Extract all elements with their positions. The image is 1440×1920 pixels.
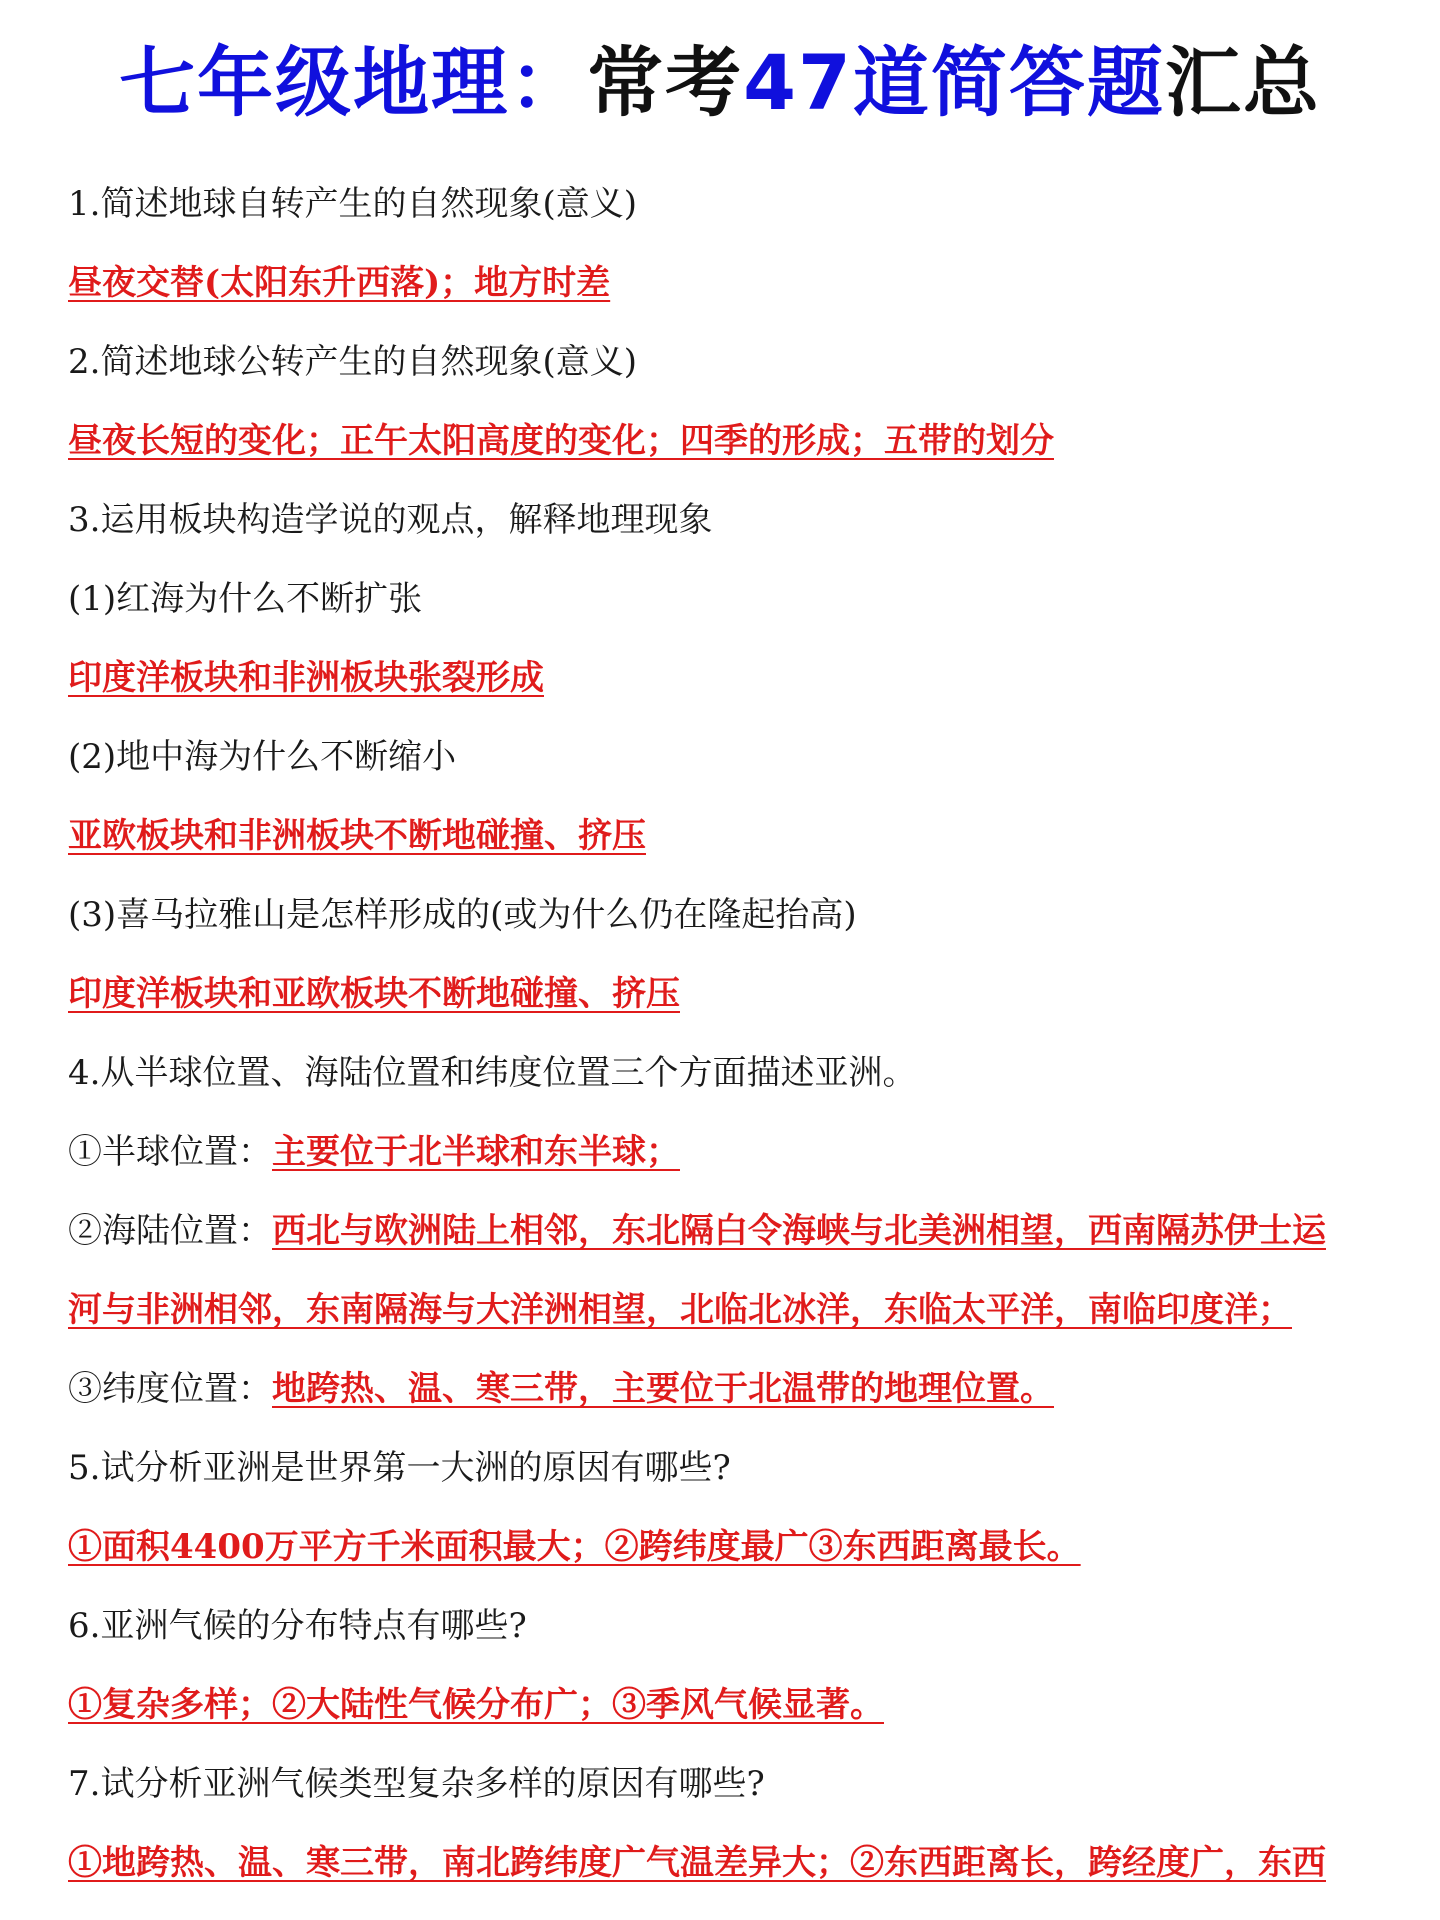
qa-list [68, 178, 1388, 1916]
title-part-count: 47道简答题 [743, 38, 1165, 127]
answer-1: 昼夜交替(太阳东升西落)；地方时差 [68, 263, 611, 303]
question-1: 1.简述地球自转产生的自然现象(意义) [68, 184, 637, 224]
question-3-2: (2)地中海为什么不断缩小 [68, 737, 457, 777]
question-3: 3.运用板块构造学说的观点，解释地理现象 [68, 500, 713, 540]
question-3-1: (1)红海为什么不断扩张 [68, 579, 423, 619]
title-part-grade: 七年级地理： [119, 38, 588, 127]
question-4-1-label: ①半球位置： [68, 1132, 272, 1172]
answer-4-3: 地跨热、温、寒三带，主要位于北温带的地理位置。 [272, 1369, 1054, 1409]
answer-4-1: 主要位于北半球和东半球； [272, 1132, 680, 1172]
answer-3-1: 印度洋板块和非洲板块张裂形成 [68, 658, 544, 698]
question-4-3-label: ③纬度位置： [68, 1369, 272, 1409]
question-3-3: (3)喜马拉雅山是怎样形成的(或为什么仍在隆起抬高) [68, 895, 857, 935]
question-4: 4.从半球位置、海陆位置和纬度位置三个方面描述亚洲。 [68, 1053, 917, 1093]
title-part-summary: 汇总 [1164, 38, 1321, 127]
question-7: 7.试分析亚洲气候类型复杂多样的原因有哪些? [68, 1764, 765, 1804]
title-part-common: 常考 [587, 38, 744, 127]
answer-7: ①地跨热、温、寒三带，南北跨纬度广气温差异大；②东西距离长，跨经度广，东西 [68, 1843, 1326, 1883]
answer-3-2: 亚欧板块和非洲板块不断地碰撞、挤压 [68, 816, 646, 856]
question-6: 6.亚洲气候的分布特点有哪些? [68, 1606, 527, 1646]
question-2: 2.简述地球公转产生的自然现象(意义) [68, 342, 637, 382]
answer-5: ①面积4400万平方千米面积最大；②跨纬度最广③东西距离最长。 [68, 1527, 1081, 1567]
answer-6: ①复杂多样；②大陆性气候分布广；③季风气候显著。 [68, 1685, 884, 1725]
answer-3-3: 印度洋板块和亚欧板块不断地碰撞、挤压 [68, 974, 680, 1014]
answer-4-2-line2: 河与非洲相邻，东南隔海与大洋洲相望，北临北冰洋，东临太平洋，南临印度洋； [68, 1290, 1292, 1330]
question-5: 5.试分析亚洲是世界第一大洲的原因有哪些? [68, 1448, 731, 1488]
page-title [0, 22, 1440, 131]
answer-4-2-line1: 西北与欧洲陆上相邻，东北隔白令海峡与北美洲相望，西南隔苏伊士运 [272, 1211, 1326, 1251]
question-4-2-label: ②海陆位置： [68, 1211, 272, 1251]
answer-2: 昼夜长短的变化；正午太阳高度的变化；四季的形成；五带的划分 [68, 421, 1054, 461]
